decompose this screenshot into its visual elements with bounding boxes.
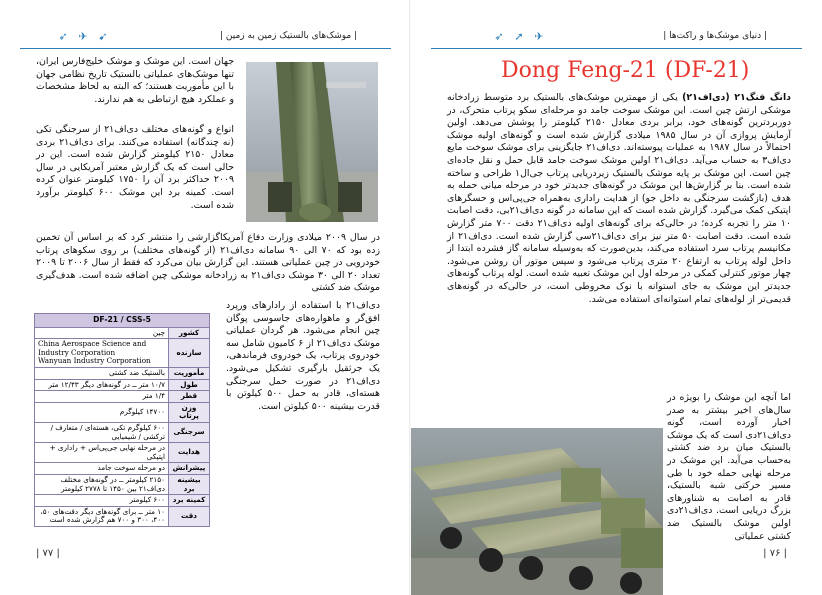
jet-icon: ✈ (534, 30, 544, 43)
spec-table-row (35, 422, 210, 442)
spec-value: China Aerospace Science and Industry Corporation Wanyuan Industry Corporation (35, 339, 169, 368)
spec-table-row (35, 327, 210, 339)
spec-value: ۱۰ متر ــ برای گونه‌های دیگر دقت‌های ۵۰، ۴۰۰، ۳۰۰ و ۷۰۰ هم گزارش شده است (35, 506, 169, 526)
spec-table-row (35, 474, 210, 494)
spec-value: ۶۰۰ کیلوگرم تکی، هسته‌ای / متعارف / ترکشی / شیمیایی (35, 422, 169, 442)
spec-key: هدایت (169, 443, 210, 463)
spec-table-row (35, 443, 210, 463)
spec-key: طول (169, 379, 210, 391)
left-page-number: | ۷۷ | (36, 548, 60, 559)
spec-key: کشور (169, 327, 210, 339)
spec-key: مأموریت (169, 367, 210, 379)
missile-launcher-photo (246, 62, 378, 222)
missile-parade-photo (411, 428, 663, 595)
spec-table-row (35, 391, 210, 403)
spec-key: کمینه برد (169, 495, 210, 507)
spec-table-row (35, 506, 210, 526)
left-paragraph-1: جهان است. این موشک و موشک خلیج‌فارس ایران، تنها موشک‌های عملیاتی بالستیک تاریخ نظامی جهان با این مأموریت هستند؛ که البته به لحاظ مشخصات و عملکرد هیچ ارتباطی به هم ندارند. (36, 56, 234, 105)
spec-value: دو مرحله سوخت جامد (35, 463, 169, 475)
spec-value: در مرحله نهایی جی‌پی‌اس + راداری + اپتیکی (35, 443, 169, 463)
spec-table-row (35, 339, 210, 368)
spec-key: قطر (169, 391, 210, 403)
missile-parade-photo-drawing (411, 428, 663, 595)
spec-value: ۱۰/۷ متر ــ در گونه‌های دیگر ۱۲/۴۳ متر (35, 379, 169, 391)
missile-icon: ➶ (494, 30, 504, 43)
spec-key: سرجنگی (169, 422, 210, 442)
spec-key: وزن پرتاب (169, 402, 210, 422)
spec-value: ۲۱۵۰ کیلومتر ــ در گونه‌های مختلف دی‌اف۲۱ بین ۱۴۵۰ تا ۲۷۷۸ کیلومتر (35, 474, 169, 494)
rocket-icon: ➚ (514, 30, 524, 43)
rocket-icon: ➹ (98, 30, 108, 43)
article-title: Dong Feng-21 (DF-21) (501, 58, 750, 83)
missile-launcher-photo-drawing (246, 62, 378, 222)
spec-value: ۱۴۷۰۰ کیلوگرم (35, 402, 169, 422)
right-paragraph-1 (447, 92, 791, 306)
spec-key: دقت (169, 506, 210, 526)
spec-table-row (35, 463, 210, 475)
spec-table-row (35, 402, 210, 422)
left-paragraph-2: انواع و گونه‌های مختلف دی‌اف۲۱ از سرجنگی تکی (نه چندگانه) استفاده می‌کنند. برای دی‌اف۲۱ بردی معادل ۲۱۵۰ کیلومتر گزارش شده است. این در حالی است که یک گزارش معتبر آمریکایی در سال ۲۰۰۹ حداکثر برد آن را ۱۷۵۰ کیلومتر عنوان کرده است. کمینه برد این موشک ۶۰۰ کیلومتر برآورد شده است. (36, 124, 235, 211)
spec-value: ۱/۴ متر (35, 391, 169, 403)
jet-icon: ✈ (78, 30, 88, 43)
spec-table-row (35, 379, 210, 391)
right-page (411, 0, 822, 595)
running-header: | موشک‌های بالستیک زمین به زمین | (220, 31, 358, 41)
left-page-header (20, 30, 391, 49)
spec-table-body (35, 327, 210, 526)
header-icons-right (491, 30, 547, 44)
missile-icon: ➶ (58, 30, 68, 43)
spec-value: چین (35, 327, 169, 339)
right-page-header (431, 30, 802, 49)
header-icons (55, 30, 111, 44)
spec-key: پیشرانش (169, 463, 210, 475)
spec-table (34, 313, 210, 527)
spec-value: بالستیک ضد کشتی (35, 367, 169, 379)
spec-value: ۶۰۰ کیلومتر (35, 495, 169, 507)
right-page-number: | ۷۶ | (763, 548, 787, 559)
spec-key: سازنده (169, 339, 210, 368)
spec-table-row (35, 495, 210, 507)
spec-key: بیشینه برد (169, 474, 210, 494)
left-paragraph-4: دی‌اف۲۱ با استفاده از رادارهای ورپرد افق‌گر و ماهواره‌های جاسوسی پوگان چین انجام می‌شود. هر گردان عملیاتی موشک دی‌اف۲۱ از ۶ کامیون شامل سه خودروی پرتاب، یک خودروی فرماندهی، یک جرثقیل بارگیری تشکیل می‌شود. دی‌اف۲۱ در صورت حمل سرجنگی هسته‌ای، قادر به حمل ۵۰۰ کیلوتن با قدرت بیشینه ۵۰۰ کیلوتن است. (226, 300, 380, 412)
left-paragraph-3: در سال ۲۰۰۹ میلادی وزارت دفاع آمریکاگزارشی را منتشر کرد که بر اساس آن تخمین زده بود که ۷۰ الی ۹۰ سامانه دی‌اف۲۱ (از گونه‌های مختلف) بر روی سکوهای پرتاب خودرویی در چین عملیاتی هستند. این گزارش بیان می‌کرد که فقط از سال ۲۰۰۶ تا ۲۰۰۹ تعداد ۲۰ الی ۳۰ موشک دی‌اف۲۱ به زرادخانه موشکی چین اضافه شده است. هدف‌گیری موشک ضد کشتی (36, 232, 380, 294)
right-paragraph-1-text: یکی از مهمترین موشک‌های بالستیک برد متوسط زرادخانه موشکی ارتش چین است. این موشک سوخت جامد دو مرحله‌ای سکو پرتاب متحرک، در دوربردترین گونه‌های خود، برابر بردی معادل ۲۱۵۰ کیلومتر را پوشش می‌دهد. اولین آزمایش پروازی آن در سال ۱۹۸۵ میلادی گزارش شده است و گونه‌های اولیه موشک احتمالاً در سال ۱۹۸۷ به عملیات پیوسته‌اند. دی‌اف۲۱ جایگزینی برای موشک سوخت مایع دی‌اف۳ به حساب می‌آید. دی‌اف۲۱ اولین موشک سوخت جامد قابل حمل و نقل جاده‌ای چین است. این موشک بر پایه موشک بالستیک زیردریایی پرتاب جی‌ال۱ طراحی و ساخته شده است. بنا بر گزارش‌ها این موشک در گونه‌های جدیدتر خود در مرحله میانی حمله به هدف (بازگشت سرجنگی به داخل جو) از هدایت راداری به‌همراه جی‌پی‌اس و حسگرهای اپتیکی کمک می‌گیرد. گزارش شده است که این سامانه در گونه دی‌اف۲۱بی، دقت اصابت ۱۰ متر را تجربه کرده؛ در حالی‌که برای گونه‌های اولیه دی‌اف۲۱ دقت ۷۰۰ متر گزارش شده است. دقت اصابت ۵۰ متر نیز برای دی‌اف۲۱سی گزارش شده است. دی‌اف۲۱ از مکانیسم پرتاب سرد استفاده می‌کند، بدین‌صورت که به‌وسیله سامانه گاز فشرده ابتدا از داخل لوله پرتاب به ارتفاع ۲۰ متری پرتاب می‌شود و سپس موتور آن روشن می‌شود. چهار موتور کنترلی کمکی در مرحله اول این موشک تعبیه شده است. لوله پرتاب گونه‌های جدیدتر این موشک به جای استوانه با نوک مخروطی است، در حالی‌که در گونه‌های قدیمی‌تر از لوله‌های تمام استوانه‌ای استفاده می‌شد. (447, 92, 791, 305)
running-header: | دنیای موشک‌ها و راکت‌ها | (663, 31, 767, 41)
spec-table-row (35, 367, 210, 379)
spec-table-title: DF-21 / CSS-5 (35, 314, 210, 328)
right-paragraph-2: اما آنچه این موشک را بویژه در سال‌های اخیر بیشتر به صدر اخبار آورده است، گونه دی‌اف۲۱دی است که یک موشک بالستیک میان برد ضد کشتی به‌حساب می‌آید. این موشک در مرحله نهایی حمله خود با طی مسیر حرکتی شبه بالستیک، قادر به اصابت به شناورهای بزرگ دریایی است. دی‌اف۲۱دی اولین موشک بالستیک ضد کشتی عملیاتی (667, 392, 791, 542)
lead-term: دانگ فنگ۲۱ (دی‌اف۲۱) (682, 92, 791, 103)
